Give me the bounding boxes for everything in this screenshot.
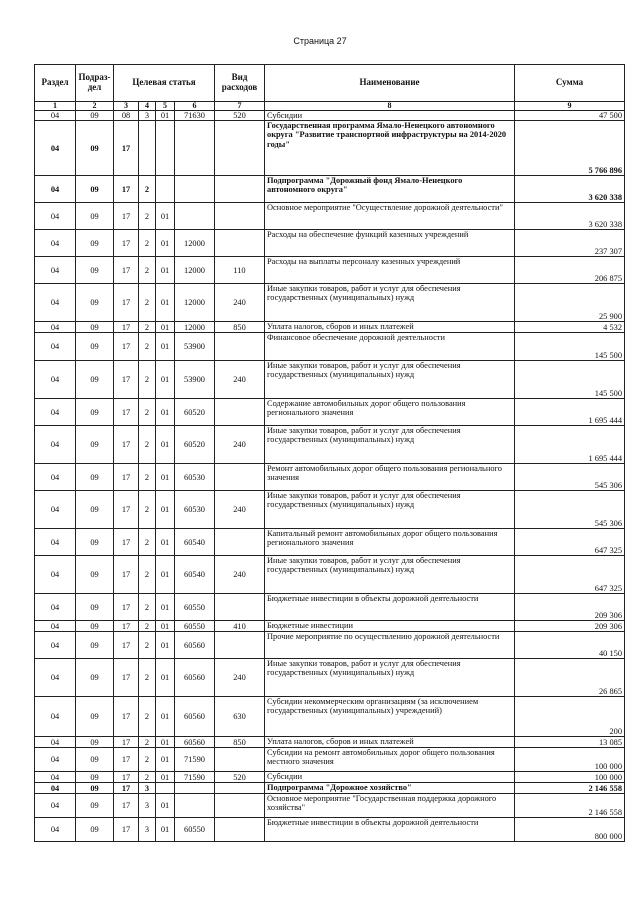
activity-code-cell: 01 (156, 322, 175, 333)
name-cell: Бюджетные инвестиции в объекты дорожной деятельности (265, 594, 515, 621)
subprogram-code-cell: 2 (139, 697, 156, 737)
sum-cell: 209 306 (515, 621, 625, 632)
expense-type-cell: 630 (215, 697, 265, 737)
direction-code-cell: 60530 (175, 464, 215, 491)
podrazdel-cell: 09 (76, 203, 114, 230)
program-code-cell: 17 (114, 399, 139, 426)
column-number: 2 (76, 102, 114, 111)
activity-code-cell: 01 (156, 529, 175, 556)
subprogram-code-cell: 2 (139, 621, 156, 632)
direction-code-cell: 60550 (175, 594, 215, 621)
razdel-cell: 04 (35, 203, 76, 230)
subprogram-code-cell: 2 (139, 491, 156, 529)
table-row (35, 697, 625, 737)
razdel-cell: 04 (35, 659, 76, 697)
program-code-cell: 17 (114, 176, 139, 203)
activity-code-cell (156, 783, 175, 794)
name-cell: Капитальный ремонт автомобильных дорог общего пользования регионального значения (265, 529, 515, 556)
program-code-cell: 17 (114, 464, 139, 491)
podrazdel-cell: 09 (76, 621, 114, 632)
direction-code-cell: 60550 (175, 621, 215, 632)
table-row (35, 632, 625, 659)
name-cell: Расходы на выплаты персоналу казенных учреждений (265, 257, 515, 284)
name-cell: Иные закупки товаров, работ и услуг для обеспечения государственных (муниципальных) нужд (265, 659, 515, 697)
table-row (35, 659, 625, 697)
name-cell: Уплата налогов, сборов и иных платежей (265, 322, 515, 333)
podrazdel-cell: 09 (76, 794, 114, 818)
expense-type-cell (215, 176, 265, 203)
sum-cell: 3 620 338 (515, 203, 625, 230)
sum-cell: 4 532 (515, 322, 625, 333)
podrazdel-cell: 09 (76, 697, 114, 737)
activity-code-cell: 01 (156, 399, 175, 426)
direction-code-cell: 53900 (175, 333, 215, 361)
activity-code-cell: 01 (156, 772, 175, 783)
direction-code-cell: 12000 (175, 257, 215, 284)
subprogram-code-cell: 3 (139, 783, 156, 794)
razdel-cell: 04 (35, 748, 76, 772)
table-row (35, 594, 625, 621)
direction-code-cell (175, 121, 215, 176)
program-code-cell: 17 (114, 594, 139, 621)
sum-cell: 1 695 444 (515, 426, 625, 464)
program-code-cell: 17 (114, 426, 139, 464)
column-numbers-row (35, 102, 625, 111)
direction-code-cell: 60560 (175, 659, 215, 697)
expense-type-cell (215, 783, 265, 794)
razdel-cell: 04 (35, 491, 76, 529)
program-code-cell: 17 (114, 529, 139, 556)
program-code-cell: 17 (114, 322, 139, 333)
name-cell: Ремонт автомобильных дорог общего пользования регионального значения (265, 464, 515, 491)
header-expense-type: Вид расходов (215, 65, 265, 102)
direction-code-cell: 60530 (175, 491, 215, 529)
name-cell: Основное мероприятие "Государственная поддержка дорожного хозяйства" (265, 794, 515, 818)
direction-code-cell: 60560 (175, 697, 215, 737)
razdel-cell: 04 (35, 632, 76, 659)
expense-type-cell: 520 (215, 772, 265, 783)
subprogram-code-cell: 3 (139, 794, 156, 818)
podrazdel-cell: 09 (76, 361, 114, 399)
program-code-cell: 17 (114, 491, 139, 529)
program-code-cell: 17 (114, 556, 139, 594)
name-cell: Основное мероприятие "Осуществление дорожной деятельности" (265, 203, 515, 230)
expense-type-cell: 850 (215, 322, 265, 333)
table-row (35, 176, 625, 203)
podrazdel-cell: 09 (76, 529, 114, 556)
direction-code-cell: 60520 (175, 426, 215, 464)
column-number: 8 (265, 102, 515, 111)
expense-type-cell (215, 748, 265, 772)
podrazdel-cell: 09 (76, 818, 114, 842)
name-cell: Государственная программа Ямало-Ненецкого автономного округа "Развитие транспортной инфраструктуры на 2014-2020 годы" (265, 121, 515, 176)
activity-code-cell: 01 (156, 333, 175, 361)
sum-cell: 5 766 896 (515, 121, 625, 176)
razdel-cell: 04 (35, 556, 76, 594)
podrazdel-cell: 09 (76, 772, 114, 783)
sum-cell: 47 500 (515, 111, 625, 121)
sum-cell: 100 000 (515, 772, 625, 783)
expense-type-cell: 240 (215, 491, 265, 529)
program-code-cell: 17 (114, 203, 139, 230)
podrazdel-cell: 09 (76, 426, 114, 464)
sum-cell: 200 (515, 697, 625, 737)
subprogram-code-cell: 2 (139, 632, 156, 659)
name-cell: Содержание автомобильных дорог общего пользования регионального значения (265, 399, 515, 426)
program-code-cell: 17 (114, 632, 139, 659)
sum-cell: 3 620 338 (515, 176, 625, 203)
budget-table (34, 64, 625, 842)
activity-code-cell: 01 (156, 111, 175, 121)
podrazdel-cell: 09 (76, 230, 114, 257)
name-cell: Иные закупки товаров, работ и услуг для обеспечения государственных (муниципальных) нужд (265, 361, 515, 399)
sum-cell: 2 146 558 (515, 794, 625, 818)
razdel-cell: 04 (35, 794, 76, 818)
expense-type-cell (215, 818, 265, 842)
activity-code-cell: 01 (156, 632, 175, 659)
direction-code-cell: 60560 (175, 632, 215, 659)
razdel-cell: 04 (35, 176, 76, 203)
direction-code-cell: 71630 (175, 111, 215, 121)
podrazdel-cell: 09 (76, 176, 114, 203)
program-code-cell: 17 (114, 748, 139, 772)
table-header-row (35, 65, 625, 102)
program-code-cell: 17 (114, 230, 139, 257)
activity-code-cell: 01 (156, 230, 175, 257)
table-row (35, 737, 625, 748)
direction-code-cell: 12000 (175, 284, 215, 322)
subprogram-code-cell: 2 (139, 426, 156, 464)
program-code-cell: 17 (114, 783, 139, 794)
header-name: Наименование (265, 65, 515, 102)
program-code-cell: 17 (114, 697, 139, 737)
podrazdel-cell: 09 (76, 556, 114, 594)
sum-cell: 26 865 (515, 659, 625, 697)
subprogram-code-cell: 2 (139, 333, 156, 361)
table-row (35, 333, 625, 361)
subprogram-code-cell (139, 121, 156, 176)
table-row (35, 284, 625, 322)
podrazdel-cell: 09 (76, 737, 114, 748)
razdel-cell: 04 (35, 697, 76, 737)
column-number: 7 (215, 102, 265, 111)
table-row (35, 818, 625, 842)
expense-type-cell (215, 632, 265, 659)
program-code-cell: 17 (114, 121, 139, 176)
activity-code-cell: 01 (156, 737, 175, 748)
razdel-cell: 04 (35, 361, 76, 399)
activity-code-cell: 01 (156, 426, 175, 464)
expense-type-cell: 410 (215, 621, 265, 632)
sum-cell: 2 146 558 (515, 783, 625, 794)
subprogram-code-cell: 2 (139, 257, 156, 284)
direction-code-cell (175, 176, 215, 203)
direction-code-cell: 71590 (175, 748, 215, 772)
page-title: Страница 27 (293, 36, 347, 46)
razdel-cell: 04 (35, 257, 76, 284)
table-row (35, 257, 625, 284)
direction-code-cell (175, 203, 215, 230)
name-cell: Уплата налогов, сборов и иных платежей (265, 737, 515, 748)
header-razdel: Раздел (35, 65, 76, 102)
activity-code-cell: 01 (156, 491, 175, 529)
activity-code-cell (156, 121, 175, 176)
subprogram-code-cell: 2 (139, 737, 156, 748)
column-number: 5 (156, 102, 175, 111)
program-code-cell: 17 (114, 284, 139, 322)
podrazdel-cell: 09 (76, 111, 114, 121)
activity-code-cell: 01 (156, 621, 175, 632)
podrazdel-cell: 09 (76, 594, 114, 621)
name-cell: Финансовое обеспечение дорожной деятельности (265, 333, 515, 361)
table-row (35, 529, 625, 556)
table-body (35, 111, 625, 842)
razdel-cell: 04 (35, 621, 76, 632)
sum-cell: 545 306 (515, 491, 625, 529)
razdel-cell: 04 (35, 333, 76, 361)
sum-cell: 237 307 (515, 230, 625, 257)
razdel-cell: 04 (35, 772, 76, 783)
expense-type-cell: 520 (215, 111, 265, 121)
activity-code-cell: 01 (156, 794, 175, 818)
expense-type-cell: 240 (215, 426, 265, 464)
podrazdel-cell: 09 (76, 333, 114, 361)
expense-type-cell (215, 794, 265, 818)
column-number: 3 (114, 102, 139, 111)
expense-type-cell (215, 594, 265, 621)
razdel-cell: 04 (35, 426, 76, 464)
table-row (35, 322, 625, 333)
table-row (35, 399, 625, 426)
expense-type-cell: 110 (215, 257, 265, 284)
sum-cell: 206 875 (515, 257, 625, 284)
sum-cell: 40 150 (515, 632, 625, 659)
table-row (35, 748, 625, 772)
expense-type-cell: 240 (215, 361, 265, 399)
table-row (35, 621, 625, 632)
expense-type-cell (215, 333, 265, 361)
name-cell: Подпрограмма "Дорожное хозяйство" (265, 783, 515, 794)
razdel-cell: 04 (35, 818, 76, 842)
sum-cell: 145 500 (515, 361, 625, 399)
activity-code-cell: 01 (156, 556, 175, 594)
subprogram-code-cell: 2 (139, 284, 156, 322)
program-code-cell: 17 (114, 659, 139, 697)
razdel-cell: 04 (35, 594, 76, 621)
direction-code-cell: 12000 (175, 230, 215, 257)
program-code-cell: 08 (114, 111, 139, 121)
subprogram-code-cell: 2 (139, 230, 156, 257)
program-code-cell: 17 (114, 794, 139, 818)
activity-code-cell: 01 (156, 748, 175, 772)
activity-code-cell (156, 176, 175, 203)
direction-code-cell: 60540 (175, 556, 215, 594)
sum-cell: 13 085 (515, 737, 625, 748)
table-row (35, 556, 625, 594)
name-cell: Субсидии (265, 111, 515, 121)
podrazdel-cell: 09 (76, 121, 114, 176)
program-code-cell: 17 (114, 621, 139, 632)
name-cell: Расходы на обеспечение функций казенных учреждений (265, 230, 515, 257)
activity-code-cell: 01 (156, 659, 175, 697)
subprogram-code-cell: 2 (139, 556, 156, 594)
table-row (35, 464, 625, 491)
activity-code-cell: 01 (156, 284, 175, 322)
column-number: 9 (515, 102, 625, 111)
direction-code-cell: 60520 (175, 399, 215, 426)
header-target-article: Целевая статья (114, 65, 215, 102)
table-row (35, 361, 625, 399)
subprogram-code-cell: 2 (139, 361, 156, 399)
table-row (35, 772, 625, 783)
subprogram-code-cell: 2 (139, 464, 156, 491)
sum-cell: 647 325 (515, 556, 625, 594)
subprogram-code-cell: 2 (139, 748, 156, 772)
activity-code-cell: 01 (156, 257, 175, 284)
razdel-cell: 04 (35, 230, 76, 257)
expense-type-cell (215, 121, 265, 176)
subprogram-code-cell: 2 (139, 203, 156, 230)
razdel-cell: 04 (35, 529, 76, 556)
sum-cell: 647 325 (515, 529, 625, 556)
program-code-cell: 17 (114, 361, 139, 399)
podrazdel-cell: 09 (76, 783, 114, 794)
direction-code-cell: 60540 (175, 529, 215, 556)
razdel-cell: 04 (35, 399, 76, 426)
subprogram-code-cell: 2 (139, 399, 156, 426)
podrazdel-cell: 09 (76, 748, 114, 772)
direction-code-cell: 71590 (175, 772, 215, 783)
expense-type-cell: 240 (215, 659, 265, 697)
table-row (35, 230, 625, 257)
sum-cell: 100 000 (515, 748, 625, 772)
column-number: 6 (175, 102, 215, 111)
expense-type-cell (215, 529, 265, 556)
razdel-cell: 04 (35, 284, 76, 322)
direction-code-cell: 60560 (175, 737, 215, 748)
name-cell: Подпрограмма "Дорожный фонд Ямало-Ненецкого автономного округа" (265, 176, 515, 203)
sum-cell: 800 000 (515, 818, 625, 842)
podrazdel-cell: 09 (76, 659, 114, 697)
razdel-cell: 04 (35, 464, 76, 491)
razdel-cell: 04 (35, 111, 76, 121)
expense-type-cell (215, 203, 265, 230)
name-cell: Бюджетные инвестиции в объекты дорожной деятельности (265, 818, 515, 842)
subprogram-code-cell: 2 (139, 594, 156, 621)
podrazdel-cell: 09 (76, 322, 114, 333)
name-cell: Субсидии на ремонт автомобильных дорог общего пользования местного значения (265, 748, 515, 772)
sum-cell: 1 695 444 (515, 399, 625, 426)
table-row (35, 491, 625, 529)
podrazdel-cell: 09 (76, 257, 114, 284)
table-row (35, 794, 625, 818)
razdel-cell: 04 (35, 322, 76, 333)
program-code-cell: 17 (114, 737, 139, 748)
name-cell: Иные закупки товаров, работ и услуг для обеспечения государственных (муниципальных) нужд (265, 556, 515, 594)
podrazdel-cell: 09 (76, 491, 114, 529)
name-cell: Иные закупки товаров, работ и услуг для обеспечения государственных (муниципальных) нужд (265, 491, 515, 529)
column-number: 1 (35, 102, 76, 111)
expense-type-cell: 240 (215, 284, 265, 322)
activity-code-cell: 01 (156, 464, 175, 491)
table-row (35, 426, 625, 464)
table-row (35, 121, 625, 176)
razdel-cell: 04 (35, 783, 76, 794)
header-podrazdel: Подраз- дел (76, 65, 114, 102)
program-code-cell: 17 (114, 257, 139, 284)
subprogram-code-cell: 2 (139, 322, 156, 333)
direction-code-cell: 12000 (175, 322, 215, 333)
name-cell: Субсидии (265, 772, 515, 783)
expense-type-cell (215, 464, 265, 491)
activity-code-cell: 01 (156, 594, 175, 621)
podrazdel-cell: 09 (76, 284, 114, 322)
sum-cell: 209 306 (515, 594, 625, 621)
sum-cell: 145 500 (515, 333, 625, 361)
expense-type-cell (215, 399, 265, 426)
razdel-cell: 04 (35, 121, 76, 176)
program-code-cell: 17 (114, 818, 139, 842)
name-cell: Субсидии некоммерческим организациям (за исключением государственных (муниципальных) учреждений) (265, 697, 515, 737)
direction-code-cell: 53900 (175, 361, 215, 399)
header-sum: Сумма (515, 65, 625, 102)
program-code-cell: 17 (114, 333, 139, 361)
activity-code-cell: 01 (156, 361, 175, 399)
table-row (35, 203, 625, 230)
expense-type-cell: 240 (215, 556, 265, 594)
subprogram-code-cell: 2 (139, 772, 156, 783)
sum-cell: 25 900 (515, 284, 625, 322)
podrazdel-cell: 09 (76, 399, 114, 426)
subprogram-code-cell: 2 (139, 176, 156, 203)
name-cell: Прочие мероприятие по осуществлению дорожной деятельности (265, 632, 515, 659)
activity-code-cell: 01 (156, 818, 175, 842)
expense-type-cell: 850 (215, 737, 265, 748)
name-cell: Бюджетные инвестиции (265, 621, 515, 632)
expense-type-cell (215, 230, 265, 257)
subprogram-code-cell: 3 (139, 818, 156, 842)
name-cell: Иные закупки товаров, работ и услуг для обеспечения государственных (муниципальных) нужд (265, 284, 515, 322)
podrazdel-cell: 09 (76, 632, 114, 659)
razdel-cell: 04 (35, 737, 76, 748)
sum-cell: 545 306 (515, 464, 625, 491)
subprogram-code-cell: 3 (139, 111, 156, 121)
column-number: 4 (139, 102, 156, 111)
activity-code-cell: 01 (156, 697, 175, 737)
program-code-cell: 17 (114, 772, 139, 783)
podrazdel-cell: 09 (76, 464, 114, 491)
table-row (35, 783, 625, 794)
subprogram-code-cell: 2 (139, 659, 156, 697)
table-row (35, 111, 625, 121)
direction-code-cell: 60550 (175, 818, 215, 842)
subprogram-code-cell: 2 (139, 529, 156, 556)
direction-code-cell (175, 794, 215, 818)
direction-code-cell (175, 783, 215, 794)
activity-code-cell: 01 (156, 203, 175, 230)
name-cell: Иные закупки товаров, работ и услуг для обеспечения государственных (муниципальных) нужд (265, 426, 515, 464)
